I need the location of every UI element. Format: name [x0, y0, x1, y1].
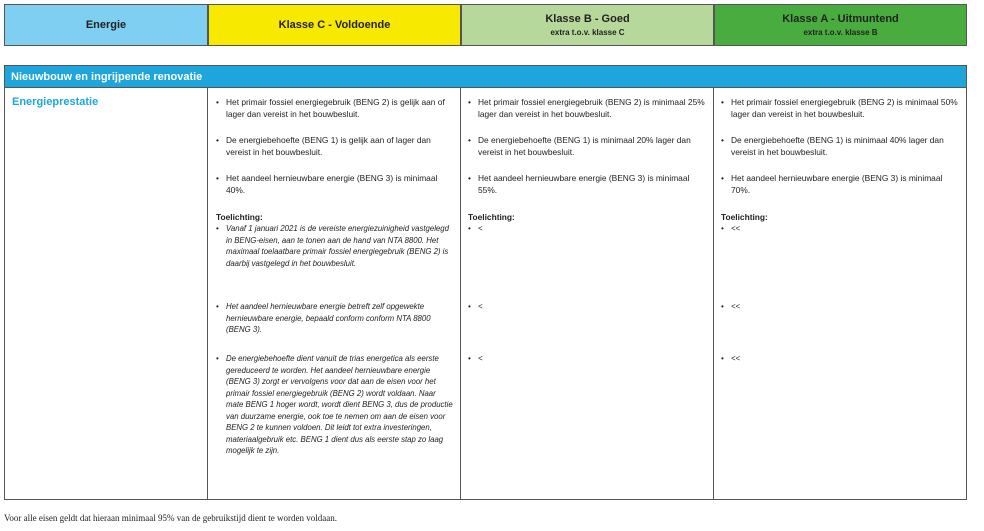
note-item: • <: [468, 302, 483, 311]
header-energie-label: Energie: [85, 19, 127, 31]
row-title: Energieprestatie: [12, 96, 99, 108]
note-item: • <<: [721, 302, 741, 311]
list-item: • De energiebehoefte (BENG 1) is minimaal 40% lager dan vereist in het bouwbesluit.: [721, 135, 944, 157]
list-item: • De energiebehoefte (BENG 1) is gelijk aan of lager dan vereist in het bouwbesluit.: [216, 135, 431, 157]
note-item: • <: [468, 224, 483, 233]
header-klasse-b-sub: extra t.o.v. klasse C: [550, 28, 625, 37]
note-item: • De energiebehoefte dient vanuit de trias energetica als eerste gereduceerd te worden. Het aandeel hernieuwbare energie (BENG 3) zorgt er vervolgens voor dat aan de eisen voor het primair fossiel energiegebruik (BENG 2) wordt voldaan. Naar mate BENG 1 hoger wordt, wordt dient BENG 3, dus de productie van duurzame energie, ook toe te nemen om aan de eisen voor BENG 2 te kunnen voldoen. Dit leidt tot extra investeringen, materiaalgebruik etc. BENG 1 dient dus als eerste stap zo laag mogelijk te zijn.: [216, 354, 453, 455]
klasse-b-cell: [461, 88, 714, 500]
header-klasse-a-label: Klasse A - Uitmuntend: [782, 13, 899, 25]
list-item: • Het aandeel hernieuwbare energie (BENG 3) is minimaal 40%.: [216, 173, 438, 195]
note-item: • <: [468, 354, 483, 363]
list-item: • De energiebehoefte (BENG 1) is minimaal 20% lager dan vereist in het bouwbesluit.: [468, 135, 691, 157]
list-item: • Het primair fossiel energiegebruik (BENG 2) is minimaal 25% lager dan vereist in het bouwbesluit.: [468, 97, 705, 119]
toelichting-label: Toelichting:: [216, 212, 263, 222]
note-item: • <<: [721, 354, 741, 363]
header-klasse-a-sub: extra t.o.v. klasse B: [803, 28, 878, 37]
header-klasse-c: [208, 4, 461, 46]
list-item: • Het primair fossiel energiegebruik (BENG 2) is gelijk aan of lager dan vereist in het bouwbesluit.: [216, 97, 445, 119]
list-item: • Het aandeel hernieuwbare energie (BENG 3) is minimaal 70%.: [721, 173, 943, 195]
note-item: • <<: [721, 224, 741, 233]
section-title: Nieuwbouw en ingrijpende renovatie: [4, 65, 967, 88]
row-label-cell: [4, 88, 208, 500]
list-item: • Het aandeel hernieuwbare energie (BENG 3) is minimaal 55%.: [468, 173, 690, 195]
klasse-c-cell: [208, 88, 461, 500]
toelichting-label: Toelichting:: [721, 212, 768, 222]
header-energie: [4, 4, 208, 46]
header-klasse-b: [461, 4, 714, 46]
header-klasse-a: [714, 4, 967, 46]
note-item: • Het aandeel hernieuwbare energie betreft zelf opgewekte hernieuwbare energie, bepaald conform conform NTA 8800 (BENG 3).: [216, 302, 431, 334]
header-klasse-b-label: Klasse B - Goed: [545, 13, 630, 25]
list-item: • Het primair fossiel energiegebruik (BENG 2) is minimaal 50% lager dan vereist in het bouwbesluit.: [721, 97, 958, 119]
footer-note: Voor alle eisen geldt dat hieraan minimaal 95% van de gebruikstijd dient te worden voldaan.: [4, 513, 337, 523]
note-item: • Vanaf 1 januari 2021 is de vereiste energiezuinigheid vastgelegd in BENG-eisen, aan te tonen aan de hand van NTA 8800. Het maximaal toelaatbare primair fossiel energiegebruik (BENG 2) is daarbij vastgelegd in het bouwbesluit.: [216, 224, 449, 268]
klasse-a-cell: [714, 88, 967, 500]
toelichting-label: Toelichting:: [468, 212, 515, 222]
header-klasse-c-label: Klasse C - Voldoende: [278, 19, 391, 31]
